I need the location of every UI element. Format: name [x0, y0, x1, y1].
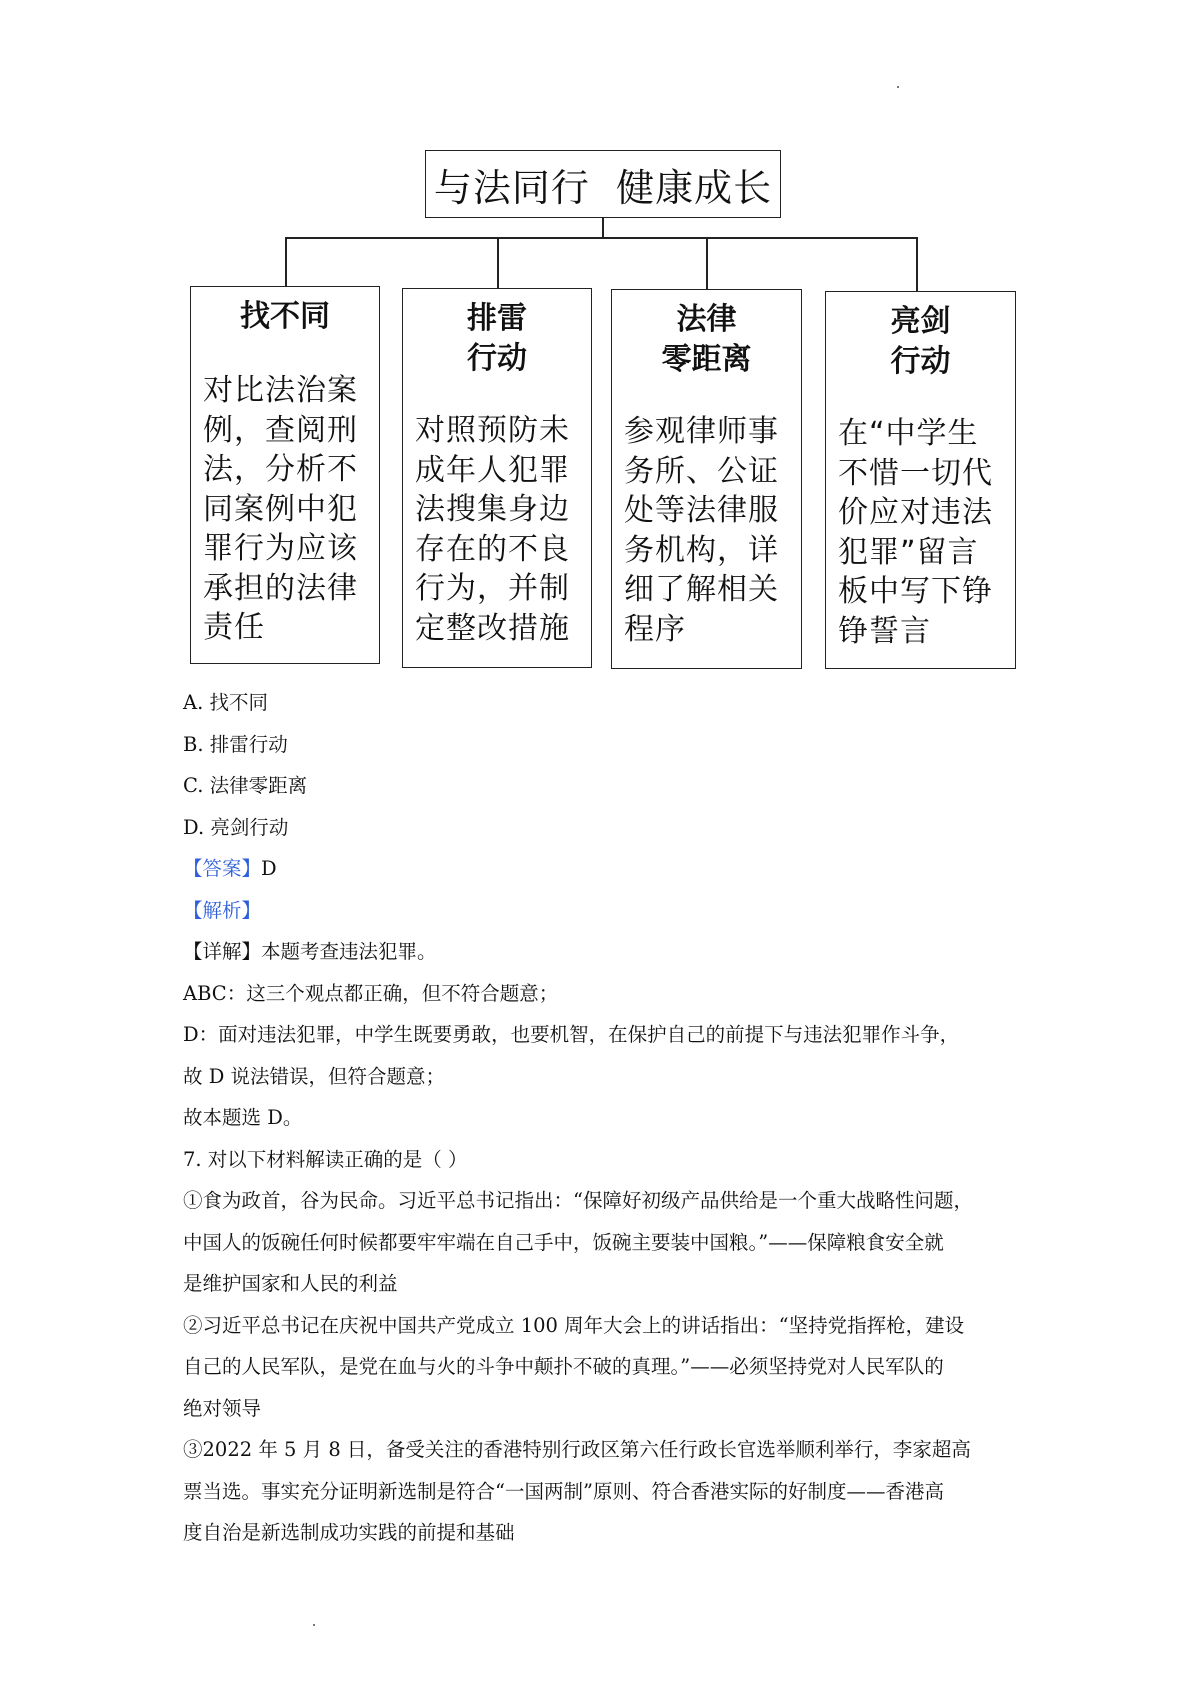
connector-drop-1 [285, 237, 287, 287]
detail-line: 【详解】本题考查违法犯罪。 [183, 940, 437, 963]
card-body: 对照预防未 成年人犯罪 法搜集身边 存在的不良 行为，并制 定整改措施 [415, 413, 570, 646]
options-block [183, 682, 1033, 1554]
answer-value: D [261, 857, 277, 880]
detail-line: ABC：这三个观点都正确，但不符合题意； [183, 981, 559, 1005]
option-a: A. 找不同 [183, 691, 268, 714]
question7-line: 票当选。事实充分证明新选制是符合“一国两制”原则、符合香港实际的好制度——香港高 [183, 1479, 944, 1503]
question7-line: 自己的人民军队，是党在血与火的斗争中颠扑不破的真理。”——必须坚持党对人民军队的 [183, 1355, 944, 1378]
connector-vertical-top [602, 218, 604, 238]
option-b: B. 排雷行动 [183, 732, 288, 756]
concept-diagram [0, 0, 1200, 680]
question7-line: ①食为政首，谷为民命。习近平总书记指出：“保障好初级产品供给是一个重大战略性问题， [183, 1189, 973, 1212]
card-paileixingdong [402, 288, 592, 668]
question7-line: 是维护国家和人民的利益 [183, 1272, 398, 1295]
connector-drop-2 [497, 237, 499, 289]
scan-dot [313, 1624, 315, 1626]
card-title: 亮剑 行动 [890, 304, 951, 379]
analysis-label: 【解析】 [183, 898, 262, 922]
card-falvlingjuli [611, 289, 802, 669]
question7-line: 绝对领导 [183, 1396, 262, 1420]
question7-line: 中国人的饭碗任何时候都要牢牢端在自己手中，饭碗主要装中国粮。”——保障粮食安全就 [183, 1230, 944, 1254]
card-zhaobutong [190, 286, 380, 664]
card-title: 找不同 [240, 299, 330, 334]
diagram-title: 与法同行 健康成长 [425, 150, 781, 218]
question7-stem: 7. 对以下材料解读正确的是（ ） [183, 1147, 468, 1171]
answer-line [183, 848, 1033, 890]
card-liangjianxingdong [825, 291, 1016, 669]
connector-horizontal [285, 237, 918, 239]
answer-label: 【答案】 [183, 857, 262, 880]
card-body: 对比法治案 例，查阅刑 法，分析不 同案例中犯 罪行为应该 承担的法律 责任 [203, 373, 358, 645]
card-body: 参观律师事 务所、公证 处等法律服 务机构，详 细了解相关 程序 [624, 414, 779, 647]
detail-line: 故 D 说法错误，但符合题意； [183, 1064, 446, 1088]
option-d: D. 亮剑行动 [183, 815, 289, 839]
question7-line: ②习近平总书记在庆祝中国共产党成立 100 周年大会上的讲话指出：“坚持党指挥枪，建设 [183, 1313, 965, 1337]
card-body: 在“中学生 不惜一切代 价应对违法 犯罪”留言 板中写下铮 铮誓言 [838, 416, 993, 649]
question7-line: 度自治是新选制成功实践的前提和基础 [183, 1521, 515, 1544]
connector-drop-4 [916, 237, 918, 292]
card-title: 法律 零距离 [661, 302, 752, 377]
detail-line: D：面对违法犯罪，中学生既要勇敢，也要机智，在保护自己的前提下与违法犯罪作斗争， [183, 1023, 960, 1046]
option-c: C. 法律零距离 [183, 774, 308, 797]
question7-line: ③2022 年 5 月 8 日，备受关注的香港特别行政区第六任行政长官选举顺利举行，李家超高 [183, 1438, 971, 1461]
detail-line: 故本题选 D。 [183, 1106, 303, 1129]
connector-drop-3 [706, 237, 708, 290]
card-title: 排雷 行动 [467, 301, 527, 376]
